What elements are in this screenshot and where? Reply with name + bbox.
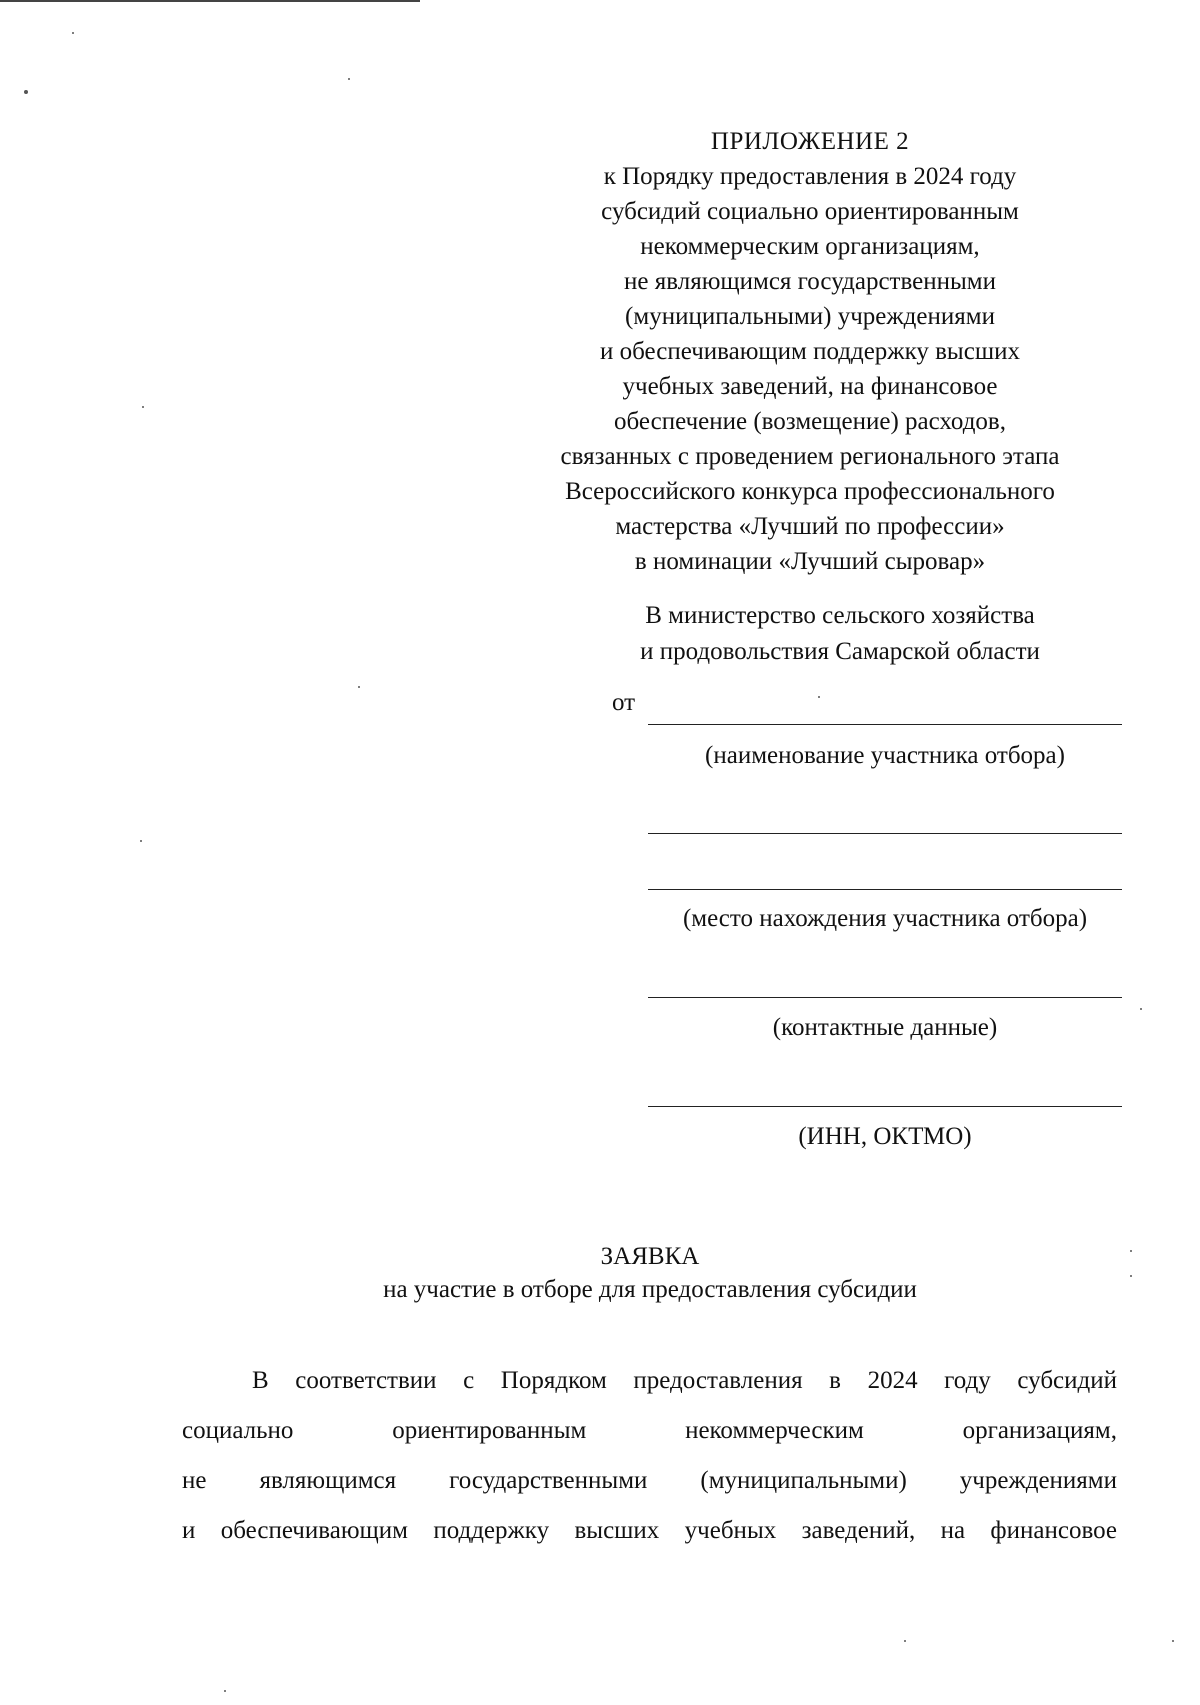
scan-speck xyxy=(224,1690,226,1692)
body-line: социально ориентированным некоммерческим организациям, xyxy=(182,1417,1117,1444)
location-field-line-2[interactable] xyxy=(648,889,1122,890)
appendix-line: мастерства «Лучший по профессии» xyxy=(615,513,1005,540)
scan-speck xyxy=(24,90,28,94)
appendix-line: и обеспечивающим поддержку высших xyxy=(600,338,1020,365)
appendix-header xyxy=(480,124,1140,579)
inn-field[interactable] xyxy=(648,1106,1122,1107)
from-label: от xyxy=(612,689,636,716)
from-row xyxy=(612,688,1122,728)
appendix-line: в номинации «Лучший сыровар» xyxy=(634,548,986,575)
scan-speck xyxy=(1130,1250,1132,1252)
scan-speck xyxy=(348,78,350,80)
scan-speck xyxy=(142,406,144,408)
appendix-line: к Порядку предоставления в 2024 году xyxy=(603,163,1017,190)
body-line: и обеспечивающим поддержку высших учебных заведений, на финансовое xyxy=(182,1517,1117,1544)
body-paragraph xyxy=(182,1356,1117,1556)
body-line: не являющимся государственными (муниципальными) учреждениями xyxy=(182,1467,1117,1494)
scan-edge-line xyxy=(0,0,420,2)
addressee-line: В министерство сельского хозяйства xyxy=(645,602,1035,629)
body-line: В соответствии с Порядком предоставления в 2024 году субсидий xyxy=(252,1367,1117,1394)
appendix-line: Всероссийского конкурса профессионального xyxy=(565,478,1055,505)
location-caption: (место нахождения участника отбора) xyxy=(682,905,1088,932)
appendix-line: учебных заведений, на финансовое xyxy=(622,373,998,400)
appendix-line: субсидий социально ориентированным xyxy=(601,198,1019,225)
scan-speck xyxy=(1172,1640,1174,1642)
scan-speck xyxy=(358,686,360,688)
application-subtitle: на участие в отборе для предоставления субсидии xyxy=(383,1276,917,1303)
scan-speck xyxy=(1130,1275,1132,1277)
scan-speck xyxy=(1140,1008,1142,1010)
appendix-line: некоммерческим организациям, xyxy=(640,233,980,260)
appendix-line: связанных с проведением регионального этапа xyxy=(560,443,1060,470)
application-title: ЗАЯВКА xyxy=(600,1243,700,1270)
participant-name-field[interactable] xyxy=(648,724,1122,725)
location-field-line-1[interactable] xyxy=(648,833,1122,834)
scan-speck xyxy=(140,840,142,842)
appendix-line: не являющимся государственными xyxy=(624,268,996,295)
contacts-field[interactable] xyxy=(648,997,1122,998)
contacts-caption: (контактные данные) xyxy=(772,1014,998,1041)
inn-caption: (ИНН, ОКТМО) xyxy=(798,1123,972,1150)
addressee-line: и продовольствия Самарской области xyxy=(640,638,1040,665)
appendix-title: ПРИЛОЖЕНИЕ 2 xyxy=(710,128,910,155)
scan-speck xyxy=(72,32,74,34)
appendix-line: обеспечение (возмещение) расходов, xyxy=(614,408,1006,435)
addressee-block xyxy=(560,598,1120,670)
application-heading xyxy=(300,1240,1000,1306)
appendix-line: (муниципальными) учреждениями xyxy=(625,303,995,330)
participant-name-caption: (наименование участника отбора) xyxy=(705,742,1065,769)
scan-speck xyxy=(818,696,820,698)
scan-speck xyxy=(904,1640,906,1642)
